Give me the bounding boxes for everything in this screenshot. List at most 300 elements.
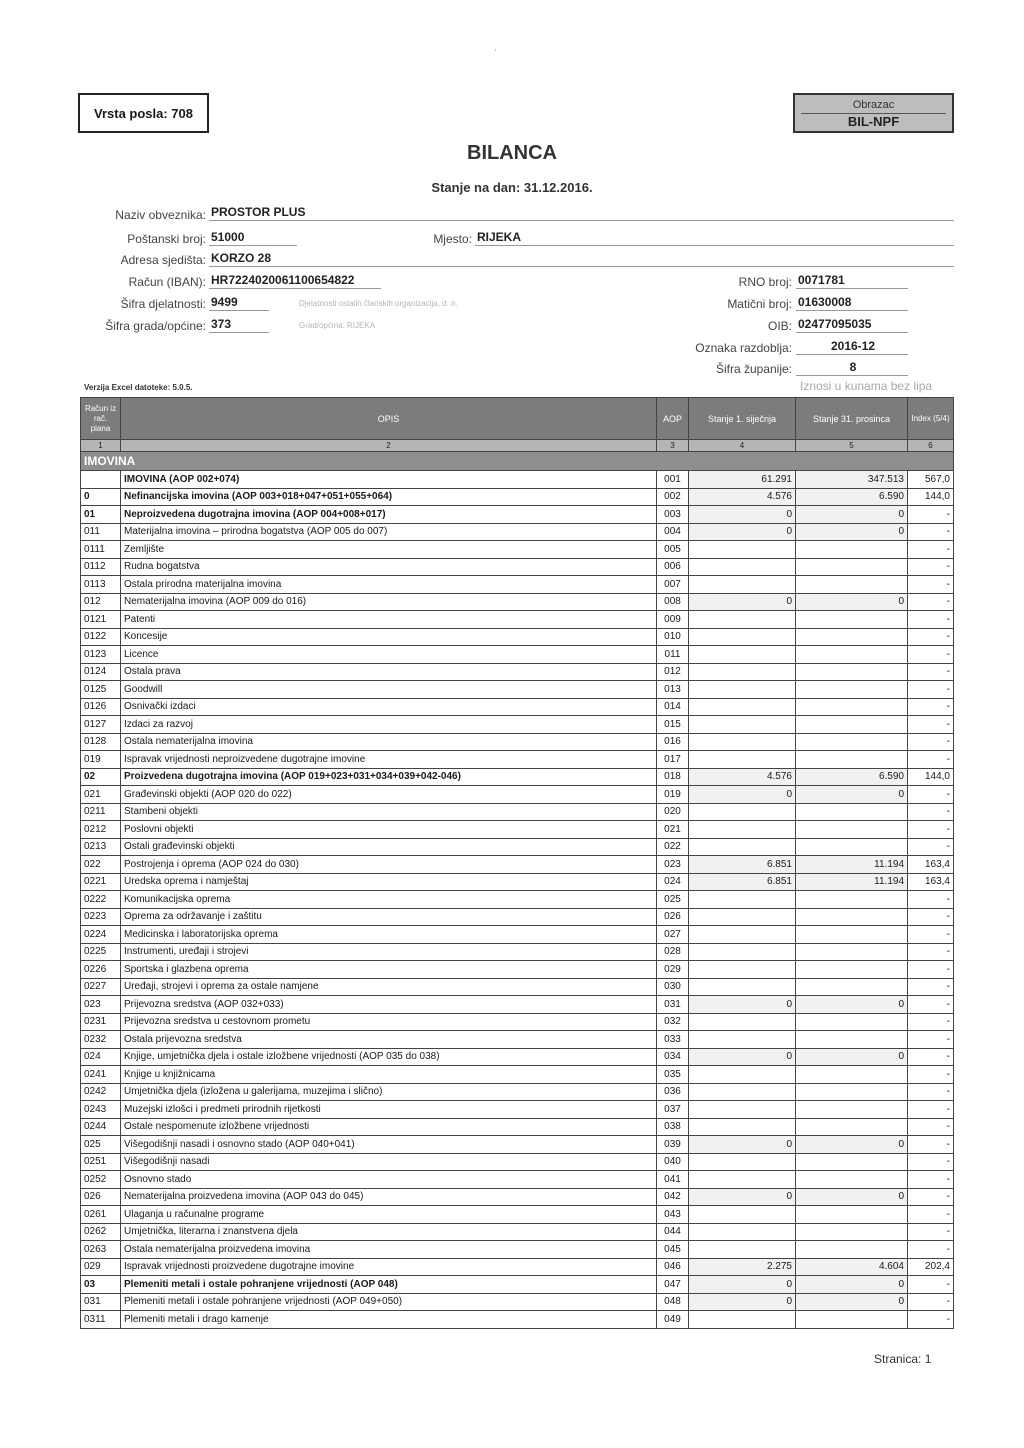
stanje1-cell: 0 — [689, 1048, 796, 1066]
index-cell: - — [908, 1101, 954, 1119]
table-row — [81, 1311, 954, 1329]
zupanija-value: 8 — [796, 360, 908, 376]
stanje31-cell — [796, 1066, 908, 1084]
table-row — [81, 576, 954, 594]
racun-cell: 0 — [81, 488, 121, 506]
opis-cell: Knjige u knjižnicama — [121, 1066, 657, 1084]
stanje1-cell — [689, 908, 796, 926]
stanje31-cell — [796, 1118, 908, 1136]
aop-cell: 027 — [657, 926, 689, 944]
stanje1-cell — [689, 943, 796, 961]
index-cell: - — [908, 1048, 954, 1066]
index-cell: - — [908, 1136, 954, 1154]
table-row — [81, 1101, 954, 1119]
table-row — [81, 821, 954, 839]
stanje1-cell: 4.576 — [689, 768, 796, 786]
aop-cell: 040 — [657, 1153, 689, 1171]
index-cell: - — [908, 803, 954, 821]
aop-cell: 004 — [657, 523, 689, 541]
index-cell: - — [908, 838, 954, 856]
stanje31-cell — [796, 733, 908, 751]
index-cell: 163,4 — [908, 873, 954, 891]
aop-cell: 022 — [657, 838, 689, 856]
stanje1-cell — [689, 1171, 796, 1189]
aop-cell: 039 — [657, 1136, 689, 1154]
mjesto-label: Mjesto: — [433, 232, 472, 246]
oib-label: OIB: — [767, 319, 792, 333]
opis-cell: Osnivački izdaci — [121, 698, 657, 716]
djelatnost-label: Šifra djelatnosti: — [120, 297, 206, 311]
racun-cell: 0213 — [81, 838, 121, 856]
bilanca-table — [80, 397, 954, 1329]
table-row — [81, 891, 954, 909]
aop-cell: 042 — [657, 1188, 689, 1206]
stanje1-cell: 0 — [689, 1293, 796, 1311]
aop-cell: 015 — [657, 716, 689, 734]
iznosi-note: Iznosi u kunama bez lipa — [800, 379, 933, 393]
table-row — [81, 856, 954, 874]
stanje1-cell — [689, 1013, 796, 1031]
stanje1-cell — [689, 838, 796, 856]
col-opis-header: OPIS — [121, 398, 657, 440]
aop-cell: 038 — [657, 1118, 689, 1136]
table-row — [81, 471, 954, 489]
index-cell: - — [908, 1311, 954, 1329]
table-row — [81, 873, 954, 891]
table-row — [81, 541, 954, 559]
col-number: 6 — [908, 440, 954, 452]
opis-cell: Plemeniti metali i drago kamenje — [121, 1311, 657, 1329]
aop-cell: 028 — [657, 943, 689, 961]
table-row — [81, 1013, 954, 1031]
index-cell: - — [908, 1293, 954, 1311]
opis-cell: Nefinancijska imovina (AOP 003+018+047+051+055+064) — [121, 488, 657, 506]
racun-cell: 011 — [81, 523, 121, 541]
table-row — [81, 1136, 954, 1154]
opis-cell: Knjige, umjetnička djela i ostale izložbene vrijednosti (AOP 035 do 038) — [121, 1048, 657, 1066]
table-row — [81, 908, 954, 926]
opis-cell: Građevinski objekti (AOP 020 do 022) — [121, 786, 657, 804]
opis-cell: Zemljište — [121, 541, 657, 559]
table-row — [81, 996, 954, 1014]
index-cell: - — [908, 891, 954, 909]
stanje1-cell — [689, 821, 796, 839]
table-header-row — [81, 398, 954, 440]
opis-cell: Nematerijalna proizvedena imovina (AOP 043 do 045) — [121, 1188, 657, 1206]
racun-cell: 0227 — [81, 978, 121, 996]
aop-cell: 041 — [657, 1171, 689, 1189]
racun-cell: 0124 — [81, 663, 121, 681]
stanje1-cell: 4.576 — [689, 488, 796, 506]
index-cell: - — [908, 698, 954, 716]
col-number: 2 — [121, 440, 657, 452]
table-row — [81, 751, 954, 769]
obrazac-code: BIL-NPF — [801, 113, 946, 129]
rno-value: 0071781 — [796, 273, 908, 289]
stanje31-cell — [796, 698, 908, 716]
racun-cell: 0262 — [81, 1223, 121, 1241]
aop-cell: 001 — [657, 471, 689, 489]
stanje1-cell — [689, 1083, 796, 1101]
stanje1-cell: 2.275 — [689, 1258, 796, 1276]
column-number-row — [81, 440, 954, 452]
opis-cell: Proizvedena dugotrajna imovina (AOP 019+023+031+034+039+042-046) — [121, 768, 657, 786]
opis-cell: Ostala prava — [121, 663, 657, 681]
stanje31-cell: 0 — [796, 523, 908, 541]
opis-cell: Prijevozna sredstva u cestovnom prometu — [121, 1013, 657, 1031]
aop-cell: 009 — [657, 611, 689, 629]
opis-cell: Postrojenja i oprema (AOP 024 do 030) — [121, 856, 657, 874]
stanje1-cell: 0 — [689, 593, 796, 611]
index-cell: - — [908, 576, 954, 594]
aop-cell: 002 — [657, 488, 689, 506]
stanje31-cell — [796, 663, 908, 681]
stanje31-cell: 0 — [796, 506, 908, 524]
index-cell: - — [908, 1153, 954, 1171]
index-cell: - — [908, 1083, 954, 1101]
col-racun-header: Račun iz rač. plana — [81, 398, 121, 440]
racun-cell: 02 — [81, 768, 121, 786]
table-row — [81, 1031, 954, 1049]
stanje1-cell — [689, 681, 796, 699]
index-cell: - — [908, 996, 954, 1014]
opis-cell: Rudna bogatstva — [121, 558, 657, 576]
stanje31-cell: 0 — [796, 1188, 908, 1206]
opis-cell: Ispravak vrijednosti neproizvedene dugotrajne imovine — [121, 751, 657, 769]
index-cell: - — [908, 733, 954, 751]
razdoblje-label: Oznaka razdoblja: — [695, 341, 792, 355]
naziv-label: Naziv obveznika: — [115, 208, 206, 222]
opis-cell: Muzejski izlošci i predmeti prirodnih rijetkosti — [121, 1101, 657, 1119]
stanje31-cell — [796, 891, 908, 909]
opis-cell: Instrumenti, uređaji i strojevi — [121, 943, 657, 961]
aop-cell: 037 — [657, 1101, 689, 1119]
stanje31-cell — [796, 803, 908, 821]
aop-cell: 044 — [657, 1223, 689, 1241]
stanje1-cell: 6.851 — [689, 856, 796, 874]
stanje1-cell — [689, 1118, 796, 1136]
stanje31-cell: 4.604 — [796, 1258, 908, 1276]
opis-cell: Komunikacijska oprema — [121, 891, 657, 909]
postanski-label: Poštanski broj: — [127, 232, 206, 246]
index-cell: - — [908, 978, 954, 996]
opis-cell: Ostali građevinski objekti — [121, 838, 657, 856]
table-row — [81, 786, 954, 804]
table-row — [81, 1153, 954, 1171]
racun-label: Račun (IBAN): — [128, 275, 206, 289]
col-number: 4 — [689, 440, 796, 452]
index-cell: - — [908, 908, 954, 926]
stanje31-cell — [796, 541, 908, 559]
racun-cell: 021 — [81, 786, 121, 804]
maticni-label: Matični broj: — [727, 297, 792, 311]
table-row — [81, 506, 954, 524]
stanje31-cell — [796, 716, 908, 734]
table-row — [81, 1206, 954, 1224]
table-row — [81, 1118, 954, 1136]
naziv-value: PROSTOR PLUS — [209, 205, 954, 221]
index-cell: - — [908, 506, 954, 524]
index-cell: - — [908, 628, 954, 646]
racun-cell: 0126 — [81, 698, 121, 716]
stanje31-cell: 11.194 — [796, 873, 908, 891]
col-number: 1 — [81, 440, 121, 452]
postanski-value: 51000 — [209, 230, 297, 246]
stanje31-cell: 0 — [796, 1293, 908, 1311]
page-title: BILANCA — [467, 142, 557, 164]
stanje1-cell — [689, 1241, 796, 1259]
stanje31-cell — [796, 611, 908, 629]
aop-cell: 034 — [657, 1048, 689, 1066]
stanje1-cell — [689, 1153, 796, 1171]
opis-cell: Nematerijalna imovina (AOP 009 do 016) — [121, 593, 657, 611]
table-row — [81, 681, 954, 699]
racun-cell: 03 — [81, 1276, 121, 1294]
aop-cell: 019 — [657, 786, 689, 804]
table-row — [81, 978, 954, 996]
index-cell: - — [908, 926, 954, 944]
stanje31-cell — [796, 558, 908, 576]
aop-cell: 025 — [657, 891, 689, 909]
table-row — [81, 838, 954, 856]
opis-cell: Ostale nespomenute izložbene vrijednosti — [121, 1118, 657, 1136]
stanje1-cell: 6.851 — [689, 873, 796, 891]
stanje31-cell — [796, 751, 908, 769]
grad-label: Šifra grada/općine: — [105, 319, 206, 333]
stanje1-cell — [689, 751, 796, 769]
aop-cell: 026 — [657, 908, 689, 926]
zupanija-label: Šifra županije: — [715, 362, 792, 376]
stanje1-cell: 0 — [689, 996, 796, 1014]
opis-cell: Izdaci za razvoj — [121, 716, 657, 734]
stanje31-cell: 6.590 — [796, 488, 908, 506]
opis-cell: Ostala nematerijalna imovina — [121, 733, 657, 751]
stanje31-cell — [796, 646, 908, 664]
stanje31-cell — [796, 943, 908, 961]
aop-cell: 024 — [657, 873, 689, 891]
index-cell: - — [908, 1171, 954, 1189]
racun-cell: 031 — [81, 1293, 121, 1311]
index-cell: - — [908, 943, 954, 961]
page-number: Stranica: 1 — [874, 1352, 932, 1366]
stanje31-cell — [796, 1171, 908, 1189]
racun-cell: 0263 — [81, 1241, 121, 1259]
opis-cell: Plemeniti metali i ostale pohranjene vrijednosti (AOP 048) — [121, 1276, 657, 1294]
stanje31-cell — [796, 1031, 908, 1049]
index-cell: - — [908, 1188, 954, 1206]
index-cell: 567,0 — [908, 471, 954, 489]
aop-cell: 018 — [657, 768, 689, 786]
stanje1-cell — [689, 576, 796, 594]
table-row — [81, 943, 954, 961]
racun-cell: 0127 — [81, 716, 121, 734]
stanje31-cell — [796, 1206, 908, 1224]
mjesto-value: RIJEKA — [475, 230, 954, 246]
racun-cell: 0226 — [81, 961, 121, 979]
racun-cell: 0125 — [81, 681, 121, 699]
index-cell: 144,0 — [908, 488, 954, 506]
aop-cell: 035 — [657, 1066, 689, 1084]
stanje31-cell: 347.513 — [796, 471, 908, 489]
opis-cell: Patenti — [121, 611, 657, 629]
racun-cell: 0224 — [81, 926, 121, 944]
aop-cell: 021 — [657, 821, 689, 839]
section-title: IMOVINA — [81, 452, 954, 471]
index-cell: - — [908, 1013, 954, 1031]
table-row — [81, 961, 954, 979]
stanje31-cell — [796, 908, 908, 926]
stanje31-cell: 0 — [796, 1276, 908, 1294]
stanje31-cell: 0 — [796, 996, 908, 1014]
table-row — [81, 646, 954, 664]
racun-cell: 019 — [81, 751, 121, 769]
racun-cell: 0112 — [81, 558, 121, 576]
racun-cell: 0113 — [81, 576, 121, 594]
opis-cell: Koncesije — [121, 628, 657, 646]
table-row — [81, 733, 954, 751]
table-row — [81, 1066, 954, 1084]
table-row — [81, 1258, 954, 1276]
aop-cell: 043 — [657, 1206, 689, 1224]
table-row — [81, 593, 954, 611]
racun-cell: 0261 — [81, 1206, 121, 1224]
aop-cell: 031 — [657, 996, 689, 1014]
table-row — [81, 768, 954, 786]
opis-cell: Poslovni objekti — [121, 821, 657, 839]
stanje1-cell — [689, 961, 796, 979]
col-number: 3 — [657, 440, 689, 452]
stanje31-cell — [796, 961, 908, 979]
oib-value: 02477095035 — [796, 317, 908, 333]
aop-cell: 047 — [657, 1276, 689, 1294]
racun-cell: 01 — [81, 506, 121, 524]
racun-cell: 026 — [81, 1188, 121, 1206]
racun-cell: 024 — [81, 1048, 121, 1066]
col-index-header: Index (5/4) — [908, 398, 954, 440]
racun-cell: 0211 — [81, 803, 121, 821]
aop-cell: 006 — [657, 558, 689, 576]
aop-cell: 046 — [657, 1258, 689, 1276]
racun-cell: 0223 — [81, 908, 121, 926]
aop-cell: 012 — [657, 663, 689, 681]
stanje31-cell — [796, 838, 908, 856]
racun-cell: 0244 — [81, 1118, 121, 1136]
stanje1-cell — [689, 733, 796, 751]
opis-cell: Neproizvedena dugotrajna imovina (AOP 004+008+017) — [121, 506, 657, 524]
stanje31-cell: 0 — [796, 593, 908, 611]
stanje1-cell: 0 — [689, 1276, 796, 1294]
aop-cell: 032 — [657, 1013, 689, 1031]
section-row — [81, 452, 954, 471]
racun-value: HR7224020061100654822 — [209, 273, 381, 289]
stanje31-cell — [796, 1223, 908, 1241]
stanje1-cell — [689, 1206, 796, 1224]
opis-cell: Medicinska i laboratorijska oprema — [121, 926, 657, 944]
opis-cell: Goodwill — [121, 681, 657, 699]
table-row — [81, 488, 954, 506]
stanje1-cell — [689, 1031, 796, 1049]
col-aop-header: AOP — [657, 398, 689, 440]
opis-cell: Licence — [121, 646, 657, 664]
opis-cell: Osnovno stado — [121, 1171, 657, 1189]
obrazac-label: Obrazac — [852, 99, 895, 111]
stanje1-cell — [689, 978, 796, 996]
racun-cell: 0231 — [81, 1013, 121, 1031]
racun-cell: 029 — [81, 1258, 121, 1276]
aop-cell: 014 — [657, 698, 689, 716]
table-row — [81, 1048, 954, 1066]
index-cell: - — [908, 1118, 954, 1136]
stanje31-cell — [796, 681, 908, 699]
stanje31-cell — [796, 628, 908, 646]
stanje31-cell — [796, 926, 908, 944]
stanje31-cell — [796, 1013, 908, 1031]
table-row — [81, 926, 954, 944]
opis-cell: Prijevozna sredstva (AOP 032+033) — [121, 996, 657, 1014]
stanje1-cell — [689, 1311, 796, 1329]
verzija-text: Verzija Excel datoteke: 5.0.5. — [84, 383, 193, 392]
stanje31-cell — [796, 1083, 908, 1101]
racun-cell: 022 — [81, 856, 121, 874]
stanje1-cell — [689, 611, 796, 629]
index-cell: - — [908, 1206, 954, 1224]
adresa-label: Adresa sjedišta: — [120, 253, 206, 267]
table-row — [81, 803, 954, 821]
index-cell: - — [908, 1066, 954, 1084]
stanje1-cell — [689, 558, 796, 576]
stanje1-cell — [689, 803, 796, 821]
table-row — [81, 1276, 954, 1294]
stanje1-cell — [689, 891, 796, 909]
stanje1-cell: 0 — [689, 1188, 796, 1206]
stanje1-cell — [689, 926, 796, 944]
djelatnost-value: 9499 — [209, 295, 269, 311]
racun-cell: 0121 — [81, 611, 121, 629]
razdoblje-value: 2016-12 — [796, 339, 908, 355]
stanje31-cell: 0 — [796, 1136, 908, 1154]
racun-cell: 0242 — [81, 1083, 121, 1101]
opis-cell: Umjetnička djela (izložena u galerijama, muzejima i slično) — [121, 1083, 657, 1101]
table-row — [81, 716, 954, 734]
index-cell: - — [908, 1241, 954, 1259]
stanje1-cell: 0 — [689, 786, 796, 804]
racun-cell: 0251 — [81, 1153, 121, 1171]
racun-cell: 0122 — [81, 628, 121, 646]
index-cell: - — [908, 681, 954, 699]
stanje31-cell — [796, 821, 908, 839]
aop-cell: 017 — [657, 751, 689, 769]
stanje31-cell: 6.590 — [796, 768, 908, 786]
opis-cell: Oprema za održavanje i zaštitu — [121, 908, 657, 926]
opis-cell: Ulaganja u računalne programe — [121, 1206, 657, 1224]
aop-cell: 036 — [657, 1083, 689, 1101]
stanje1-cell: 0 — [689, 1136, 796, 1154]
opis-cell: Ostala nematerijalna proizvedena imovina — [121, 1241, 657, 1259]
racun-cell: 0128 — [81, 733, 121, 751]
adresa-value: KORZO 28 — [209, 251, 954, 267]
index-cell: - — [908, 1276, 954, 1294]
opis-cell: Umjetnička, literarna i znanstvena djela — [121, 1223, 657, 1241]
scan-speck: ˌ — [494, 42, 497, 51]
aop-cell: 016 — [657, 733, 689, 751]
table-row — [81, 628, 954, 646]
aop-cell: 030 — [657, 978, 689, 996]
racun-cell: 0123 — [81, 646, 121, 664]
vrsta-posla-box — [78, 93, 209, 133]
racun-cell: 025 — [81, 1136, 121, 1154]
opis-cell: Ostala prijevozna sredstva — [121, 1031, 657, 1049]
aop-cell: 029 — [657, 961, 689, 979]
